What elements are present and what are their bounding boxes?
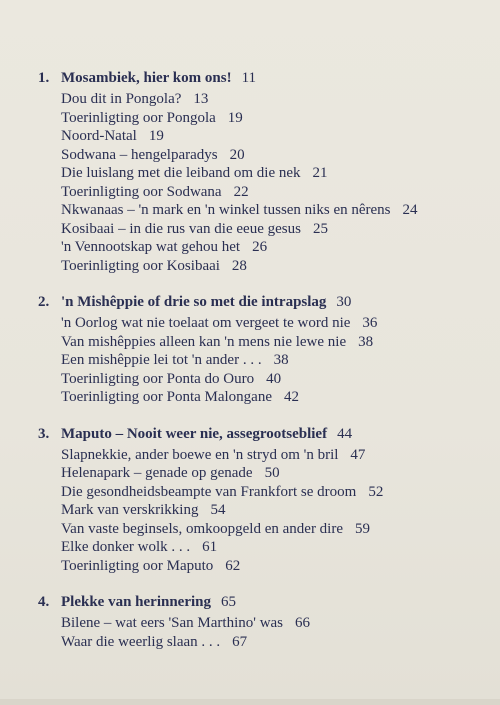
toc-entry — [61, 183, 478, 202]
chapter-title: Plekke van herinnering — [61, 594, 212, 610]
chapter-number: 2. — [38, 294, 50, 310]
entry-title: Bilene – wat eers 'San Marthino' was — [61, 615, 284, 631]
entry-title: 'n Vennootskap wat gehou het — [61, 239, 241, 255]
toc-entry — [61, 501, 478, 520]
chapter-heading — [38, 67, 478, 90]
chapter-title: 'n Mishêppie of drie so met die intrapslag — [61, 294, 327, 310]
toc-entry — [61, 164, 478, 183]
entry-title: Toerinligting oor Ponta do Ouro — [61, 370, 255, 387]
chapter-4 — [38, 591, 478, 651]
entry-title: Kosibaai – in die rus van die eeue gesus — [61, 220, 301, 237]
entry-page-number: 22 — [233, 183, 249, 200]
entry-title: Toerinligting oor Kosibaai — [61, 257, 220, 274]
entry-title: Elke donker wolk . . . — [61, 539, 191, 555]
toc-entry — [61, 614, 478, 633]
toc-entry — [61, 220, 478, 239]
entry-page-number: 13 — [193, 91, 209, 107]
chapter-page-number: 11 — [241, 70, 257, 86]
entry-page-number: 38 — [273, 352, 289, 368]
entry-title: Dou dit in Pongola? — [61, 91, 182, 107]
entry-title: Nkwanaas – 'n mark en 'n winkel tussen niks en nêrens — [61, 202, 391, 218]
toc-entry — [61, 90, 478, 109]
entry-page-number: 62 — [225, 557, 241, 574]
toc-entry — [61, 238, 478, 257]
chapter-number: 3. — [38, 425, 50, 442]
entry-page-number: 47 — [350, 446, 366, 463]
entry-title: Slapnekkie, ander boewe en 'n stryd om 'n bril — [61, 446, 339, 463]
toc-entry — [61, 257, 478, 276]
toc-entry — [61, 557, 478, 576]
entry-title: Een mishêppie lei tot 'n ander . . . — [61, 352, 262, 368]
entry-page-number: 66 — [295, 615, 311, 631]
entry-page-number: 50 — [264, 465, 280, 481]
entry-title: Toerinligting oor Maputo — [61, 557, 214, 574]
toc-entry — [61, 314, 478, 333]
entry-title: Toerinligting oor Sodwana — [61, 183, 222, 200]
chapter-number: 4. — [38, 594, 50, 610]
toc-entry — [61, 201, 478, 220]
entry-page-number: 42 — [284, 389, 299, 405]
entry-page-number: 21 — [312, 165, 328, 181]
toc-entry — [61, 127, 478, 146]
chapter-page-number: 65 — [221, 594, 237, 610]
chapter-heading — [38, 423, 478, 446]
chapter-2 — [38, 291, 478, 407]
entry-page-number: 25 — [312, 220, 328, 237]
chapter-1 — [38, 67, 478, 275]
entry-page-number: 40 — [266, 370, 282, 387]
entry-page-number: 19 — [227, 109, 243, 126]
entry-title: Van mishêppies alleen kan 'n mens nie lewe nie — [61, 333, 347, 350]
entry-page-number: 19 — [148, 128, 164, 144]
entry-title: Toerinligting oor Pongola — [61, 109, 216, 126]
toc-entry — [61, 109, 478, 128]
entry-title: Helenapark – genade op genade — [61, 465, 253, 481]
entry-title: Die luislang met die leiband om die nek — [61, 165, 301, 181]
entry-title: Die gesondheidsbeampte van Frankfort se droom — [61, 483, 357, 500]
entry-page-number: 26 — [252, 239, 268, 255]
entry-page-number: 28 — [231, 257, 247, 274]
toc-entry — [61, 446, 478, 465]
entry-title: Sodwana – hengelparadys — [61, 146, 218, 163]
chapter-heading — [38, 591, 478, 614]
chapter-page-number: 44 — [337, 425, 353, 442]
entry-page-number: 61 — [202, 539, 218, 555]
entry-page-number: 59 — [355, 520, 371, 537]
toc-entry — [61, 520, 478, 539]
toc-entry — [61, 464, 478, 483]
entry-page-number: 20 — [229, 146, 245, 163]
page-bottom-edge — [0, 699, 500, 705]
chapter-title: Mosambiek, hier kom ons! — [61, 70, 232, 86]
entry-page-number: 36 — [362, 315, 378, 331]
entry-title: Toerinligting oor Ponta Malongane — [61, 389, 272, 405]
entry-title: Van vaste beginsels, omkoopgeld en ander dire — [61, 520, 344, 537]
chapter-heading — [38, 291, 478, 314]
entry-title: Waar die weerlig slaan . . . — [61, 633, 221, 650]
chapter-title: Maputo – Nooit weer nie, assegrootseblief — [61, 425, 328, 442]
toc-entry — [61, 538, 478, 557]
toc-entry — [61, 351, 478, 370]
chapter-entries — [38, 314, 478, 407]
entry-page-number: 24 — [402, 202, 418, 218]
chapter-entries — [38, 90, 478, 275]
toc-entry — [61, 333, 478, 352]
table-of-contents — [38, 67, 478, 651]
toc-entry — [61, 146, 478, 165]
toc-entry — [61, 633, 478, 652]
chapter-number: 1. — [38, 70, 50, 86]
chapter-page-number: 30 — [336, 294, 352, 310]
entry-page-number: 54 — [210, 502, 226, 518]
chapter-entries — [38, 446, 478, 576]
entry-title: Mark van verskrikking — [61, 502, 199, 518]
chapter-3 — [38, 423, 478, 576]
entry-page-number: 67 — [232, 633, 248, 650]
entry-title: 'n Oorlog wat nie toelaat om vergeet te word nie — [61, 315, 351, 331]
entry-page-number: 38 — [358, 333, 374, 350]
chapter-entries — [38, 614, 478, 651]
entry-title: Noord-Natal — [61, 128, 137, 144]
toc-entry — [61, 370, 478, 389]
toc-entry — [61, 483, 478, 502]
entry-page-number: 52 — [368, 483, 384, 500]
toc-entry — [61, 388, 478, 407]
